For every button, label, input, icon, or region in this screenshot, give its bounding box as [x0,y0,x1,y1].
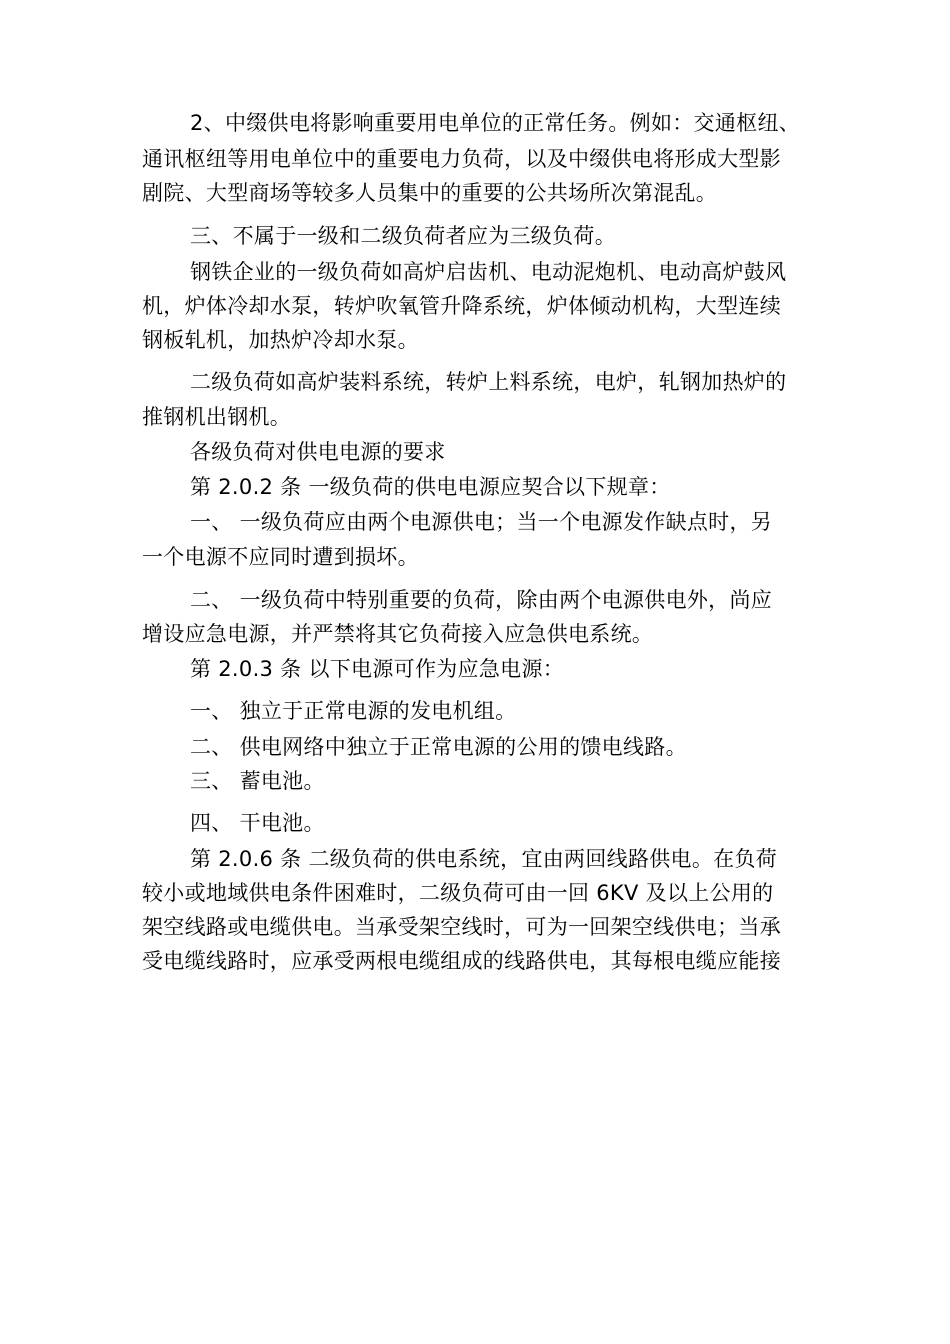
paragraph-line: 钢铁企业的一级负荷如高炉启齿机、电动泥炮机、电动高炉鼓风 [190,260,787,284]
paragraph-line: 增设应急电源，并严禁将其它负荷接入应急供电系统。 [142,622,654,646]
paragraph-line: 二、 一级负荷中特别重要的负荷，除由两个电源供电外，尚应 [190,588,773,612]
list-item: 一、 独立于正常电源的发电机组。 [190,699,517,723]
clause-heading: 第 2.0.6 条 二级负荷的供电系统，宜由两回线路供电。在负荷 [190,847,778,871]
list-item: 三、 蓄电池。 [190,769,325,793]
paragraph-line: 一、 一级负荷应由两个电源供电；当一个电源发作缺点时，另 [190,510,773,534]
paragraph-line: 三、不属于一级和二级负荷者应为三级负荷。 [190,224,616,248]
paragraph-line: 架空线路或电缆供电。当承受架空线时，可为一回架空线供电；当承 [142,915,781,939]
paragraph-line: 一个电源不应同时遭到损坏。 [142,545,419,569]
list-item: 二、 供电网络中独立于正常电源的公用的馈电线路。 [190,735,687,759]
paragraph-line: 剧院、大型商场等较多人员集中的重要的公共场所次第混乱。 [142,181,718,205]
paragraph-line: 二级负荷如高炉装料系统，转炉上料系统，电炉，轧钢加热炉的 [190,370,787,394]
paragraph-line: 2、中缀供电将影响重要用电单位的正常任务。例如：交通枢纽、 [190,111,801,135]
paragraph-line: 钢板轧机，加热炉冷却水泵。 [142,328,419,352]
paragraph-line: 推钢机出钢机。 [142,405,292,429]
list-item: 四、 干电池。 [190,811,325,835]
section-heading: 各级负荷对供电电源的要求 [190,440,446,464]
paragraph-line: 受电缆线路时，应承受两根电缆组成的线路供电，其每根电缆应能接 [142,949,781,973]
paragraph-line: 通讯枢纽等用电单位中的重要电力负荷，以及中缀供电将形成大型影 [142,147,781,171]
clause-heading: 第 2.0.2 条 一级负荷的供电电源应契合以下规章： [190,475,671,499]
clause-heading: 第 2.0.3 条 以下电源可作为应急电源： [190,657,565,681]
paragraph-line: 较小或地域供电条件困难时，二级负荷可由一回 6KV 及以上公用的 [142,881,774,905]
paragraph-line: 机，炉体冷却水泵，转炉吹氧管升降系统，炉体倾动机构，大型连续 [142,294,781,318]
